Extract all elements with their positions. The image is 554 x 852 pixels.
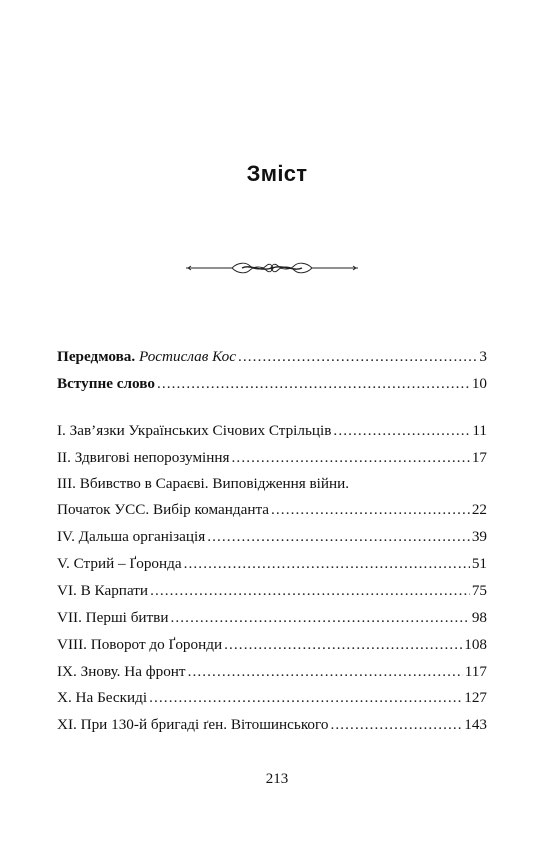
dot-leader [150, 580, 470, 602]
toc-page-number: 143 [464, 716, 487, 733]
toc-entry-title: V. Стрий – Ґоронда [57, 555, 182, 572]
toc-entry-chapter-3[interactable] [57, 499, 487, 521]
dot-leader [184, 553, 470, 575]
dot-leader [149, 687, 462, 709]
toc-entry-title: Вступне слово [57, 375, 155, 392]
toc-entry-preface[interactable] [57, 346, 487, 368]
toc-entry-chapter-10[interactable] [57, 687, 487, 709]
toc-page-number: 11 [472, 422, 487, 439]
toc-entry-title: Передмова. [57, 348, 136, 365]
toc-page-number: 75 [471, 582, 487, 599]
dot-leader [207, 526, 470, 548]
dot-leader [238, 346, 477, 368]
dot-leader [271, 499, 470, 521]
toc-entry-title: IV. Дальша організація [57, 528, 206, 545]
toc-entry-chapter-5[interactable] [57, 553, 487, 575]
ornament-divider-icon [184, 260, 360, 276]
toc-page-number: 39 [471, 528, 487, 545]
toc-page-number: 108 [464, 636, 487, 653]
toc-entry-chapter-8[interactable] [57, 634, 487, 656]
toc-page-number: 51 [471, 555, 487, 572]
toc-entry-title: X. На Бескиді [57, 689, 148, 706]
dot-leader [224, 634, 462, 656]
toc-entry-chapter-4[interactable] [57, 526, 487, 548]
toc-page-number: 127 [464, 689, 487, 706]
toc-page-number: 3 [479, 348, 487, 365]
toc-page-number: 117 [464, 663, 487, 680]
toc-entry-chapter-6[interactable] [57, 580, 487, 602]
dot-leader [333, 420, 470, 442]
toc-entry-title: Початок УСС. Вибір команданта [57, 501, 270, 518]
page-title: Зміст [246, 161, 308, 186]
toc-entry-chapter-1[interactable] [57, 420, 487, 442]
toc-page-number: 98 [471, 609, 487, 626]
toc-entry-title: VIII. Поворот до Ґоронди [57, 636, 223, 653]
toc-entry-title: IX. Знову. На фронт [57, 663, 186, 680]
toc-entry-title: XI. При 130-й бригаді ґен. Вітошинського [57, 716, 329, 733]
toc-entry-title: II. Здвигові непорозуміння [57, 449, 230, 466]
toc-entry-title: I. Зав’язки Українських Січових Стрільців [57, 422, 332, 439]
toc-entry-chapter-9[interactable] [57, 661, 487, 683]
toc-entry-author: Ростислав Кос [138, 348, 236, 365]
dot-leader [232, 447, 470, 469]
toc-page-number: 22 [471, 501, 487, 518]
toc-entry-title: VII. Перші битви [57, 609, 169, 626]
toc-entry-chapter-7[interactable] [57, 607, 487, 629]
toc-entry-chapter-11[interactable] [57, 714, 487, 736]
toc-entry-introduction[interactable] [57, 373, 487, 395]
toc-entry-chapter-2[interactable] [57, 447, 487, 469]
dot-leader [157, 373, 470, 395]
dot-leader [188, 661, 463, 683]
dot-leader [170, 607, 469, 629]
toc-entry-title: VI. В Карпати [57, 582, 149, 599]
toc-entry-chapter-3-line-1[interactable]: III. Вбивство в Сараєві. Виповідження війни. [57, 475, 350, 492]
toc-page-number: 10 [471, 375, 487, 392]
dot-leader [330, 714, 462, 736]
toc-page-number: 17 [471, 449, 487, 466]
page-number: 213 [265, 771, 289, 787]
